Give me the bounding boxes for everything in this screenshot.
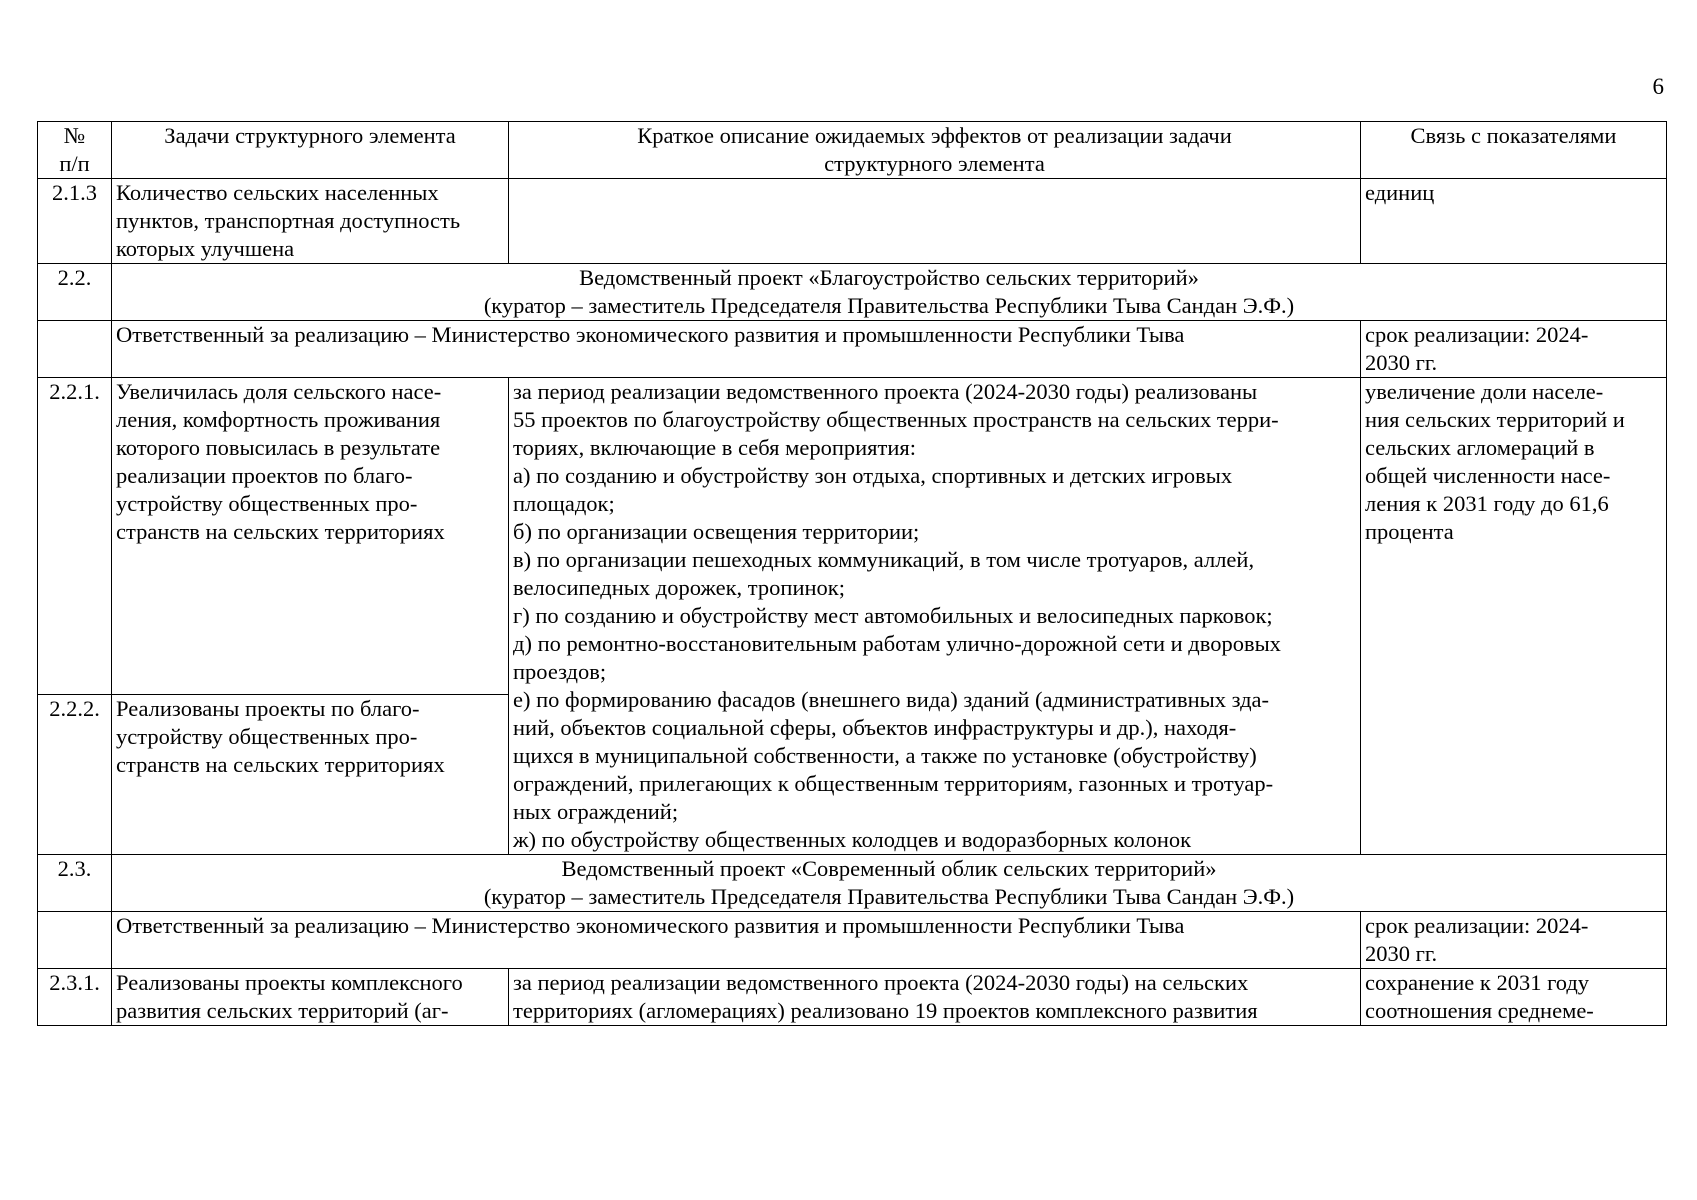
effect-line: г) по созданию и обустройству мест автомобильных и велосипедных парковок;: [513, 603, 1273, 628]
responsible-row-2-3: [38, 912, 1667, 969]
responsible-text: Ответственный за реализацию – Министерство экономического развития и промышленности Республики Тыва: [116, 913, 1185, 938]
indicator-line: сохранение к 2031 году: [1365, 970, 1590, 995]
row-number: 2.2.1.: [38, 378, 112, 695]
effect-line: ных ограждений;: [513, 799, 679, 824]
row-number: 2.1.3: [38, 179, 112, 264]
row-number-empty: [38, 321, 112, 378]
row-number: 2.2.2.: [38, 695, 112, 855]
task-line: которого повысилась в результате: [116, 435, 441, 460]
header-effects: [509, 122, 1361, 179]
indicator-line: соотношения среднеме-: [1365, 998, 1594, 1023]
effect-line: площадок;: [513, 491, 615, 516]
effects-cell: [509, 969, 1361, 1026]
table-header-row: [38, 122, 1667, 179]
task-line: Реализованы проекты комплексного: [116, 970, 463, 995]
header-indicators-label: Связь с показателями: [1410, 123, 1617, 148]
indicator-line: сельских агломераций в: [1365, 435, 1595, 460]
row-number: 2.3.: [38, 855, 112, 912]
header-effects-line: Краткое описание ожидаемых эффектов от реализации задачи: [637, 123, 1232, 148]
task-cell: [112, 378, 509, 695]
responsible-cell: [112, 321, 1361, 378]
indicator-cell: [1361, 378, 1667, 855]
row-number: 2.3.1.: [38, 969, 112, 1026]
task-cell: [112, 969, 509, 1026]
effect-line: 55 проектов по благоустройству общественных пространств на сельских терри-: [513, 407, 1279, 432]
responsible-row-2-2: [38, 321, 1667, 378]
task-line: странств на сельских территориях: [116, 752, 445, 778]
effect-line: а) по созданию и обустройству зон отдыха, спортивных и детских игровых: [513, 463, 1233, 488]
table-row-2-1-3: [38, 179, 1667, 264]
task-line: Увеличилась доля сельского насе-: [116, 379, 442, 404]
task-line: пунктов, транспортная доступность: [116, 208, 461, 233]
project-title-row-2-2: [38, 264, 1667, 321]
indicator-line: процента: [1365, 519, 1454, 544]
task-line: Количество сельских населенных: [116, 180, 439, 205]
project-curator-line: (куратор – заместитель Председателя Правительства Республики Тыва Сандан Э.Ф.): [483, 293, 1295, 318]
effect-line: щихся в муниципальной собственности, а также по установке (обустройству): [513, 743, 1257, 768]
term-line: 2030 гг.: [1365, 350, 1438, 375]
header-indicators: [1361, 122, 1667, 179]
header-effects-line: структурного элемента: [824, 151, 1045, 176]
effect-line: проездов;: [513, 659, 607, 684]
indicator-cell: единиц: [1361, 179, 1667, 264]
indicator-line: ления к 2031 году до 61,6: [1365, 491, 1609, 516]
task-line: которых улучшена: [116, 236, 295, 261]
page-number: 6: [1652, 74, 1664, 99]
project-title: [112, 264, 1667, 321]
indicator-line: увеличение доли населе-: [1365, 379, 1604, 404]
table-row-2-3-1: [38, 969, 1667, 1026]
task-cell: [112, 695, 509, 855]
term-line: срок реализации: 2024-: [1365, 322, 1589, 347]
effect-line: ограждений, прилегающих к общественным территориям, газонных и тротуар-: [513, 771, 1274, 796]
effect-cell-empty: [509, 179, 1361, 264]
project-title-row-2-3: [38, 855, 1667, 912]
term-cell: [1361, 912, 1667, 969]
task-cell: [112, 179, 509, 264]
project-title-line: Ведомственный проект «Благоустройство сельских территорий»: [579, 265, 1199, 290]
effect-line: д) по ремонтно-восстановительным работам улично-дорожной сети и дворовых: [513, 631, 1281, 656]
indicator-line: общей численности насе-: [1365, 463, 1611, 488]
header-tasks: [112, 122, 509, 179]
task-line: ления, комфортность проживания: [116, 407, 441, 432]
effect-line: б) по организации освещения территории;: [513, 519, 920, 544]
row-number-empty: [38, 912, 112, 969]
task-line: странств на сельских территориях: [116, 519, 445, 544]
header-number: [38, 122, 112, 179]
effect-line: в) по организации пешеходных коммуникаций, в том числе тротуаров, аллей,: [513, 547, 1255, 572]
task-line: устройству общественных про-: [116, 724, 418, 750]
header-number-line: №: [63, 123, 86, 148]
effect-line: территориях (агломерациях) реализовано 19 проектов комплексного развития: [513, 998, 1258, 1023]
effect-line: за период реализации ведомственного проекта (2024-2030 годы) на сельских: [513, 970, 1249, 995]
responsible-text: Ответственный за реализацию – Министерство экономического развития и промышленности Республики Тыва: [116, 322, 1185, 347]
project-title-line: Ведомственный проект «Современный облик сельских территорий»: [561, 856, 1217, 881]
row-number: 2.2.: [38, 264, 112, 321]
project-curator-line: (куратор – заместитель Председателя Правительства Республики Тыва Сандан Э.Ф.): [483, 884, 1295, 909]
effect-line: велосипедных дорожек, тропинок;: [513, 575, 845, 600]
task-line: устройству общественных про-: [116, 491, 418, 516]
effect-line: ториях, включающие в себя мероприятия:: [513, 435, 916, 460]
header-number-line: п/п: [59, 151, 90, 176]
term-line: 2030 гг.: [1365, 941, 1438, 966]
effect-line: е) по формированию фасадов (внешнего вида) зданий (административных зда-: [513, 687, 1270, 712]
effect-line: за период реализации ведомственного проекта (2024-2030 годы) реализованы: [513, 379, 1258, 404]
tasks-table: [37, 121, 1667, 1026]
effects-cell: [509, 378, 1361, 855]
effect-line: ний, объектов социальной сферы, объектов инфраструктуры и др.), находя-: [513, 715, 1237, 740]
task-line: Реализованы проекты по благо-: [116, 696, 420, 722]
term-line: срок реализации: 2024-: [1365, 913, 1589, 938]
term-cell: [1361, 321, 1667, 378]
project-title: [112, 855, 1667, 912]
header-tasks-label: Задачи структурного элемента: [164, 123, 456, 148]
task-line: реализации проектов по благо-: [116, 463, 413, 488]
task-line: развития сельских территорий (аг-: [116, 998, 449, 1023]
table-row-2-2-1: [38, 378, 1667, 695]
indicator-line: ния сельских территорий и: [1365, 407, 1625, 432]
responsible-cell: [112, 912, 1361, 969]
effect-line: ж) по обустройству общественных колодцев и водоразборных колонок: [513, 827, 1192, 852]
indicator-cell: [1361, 969, 1667, 1026]
